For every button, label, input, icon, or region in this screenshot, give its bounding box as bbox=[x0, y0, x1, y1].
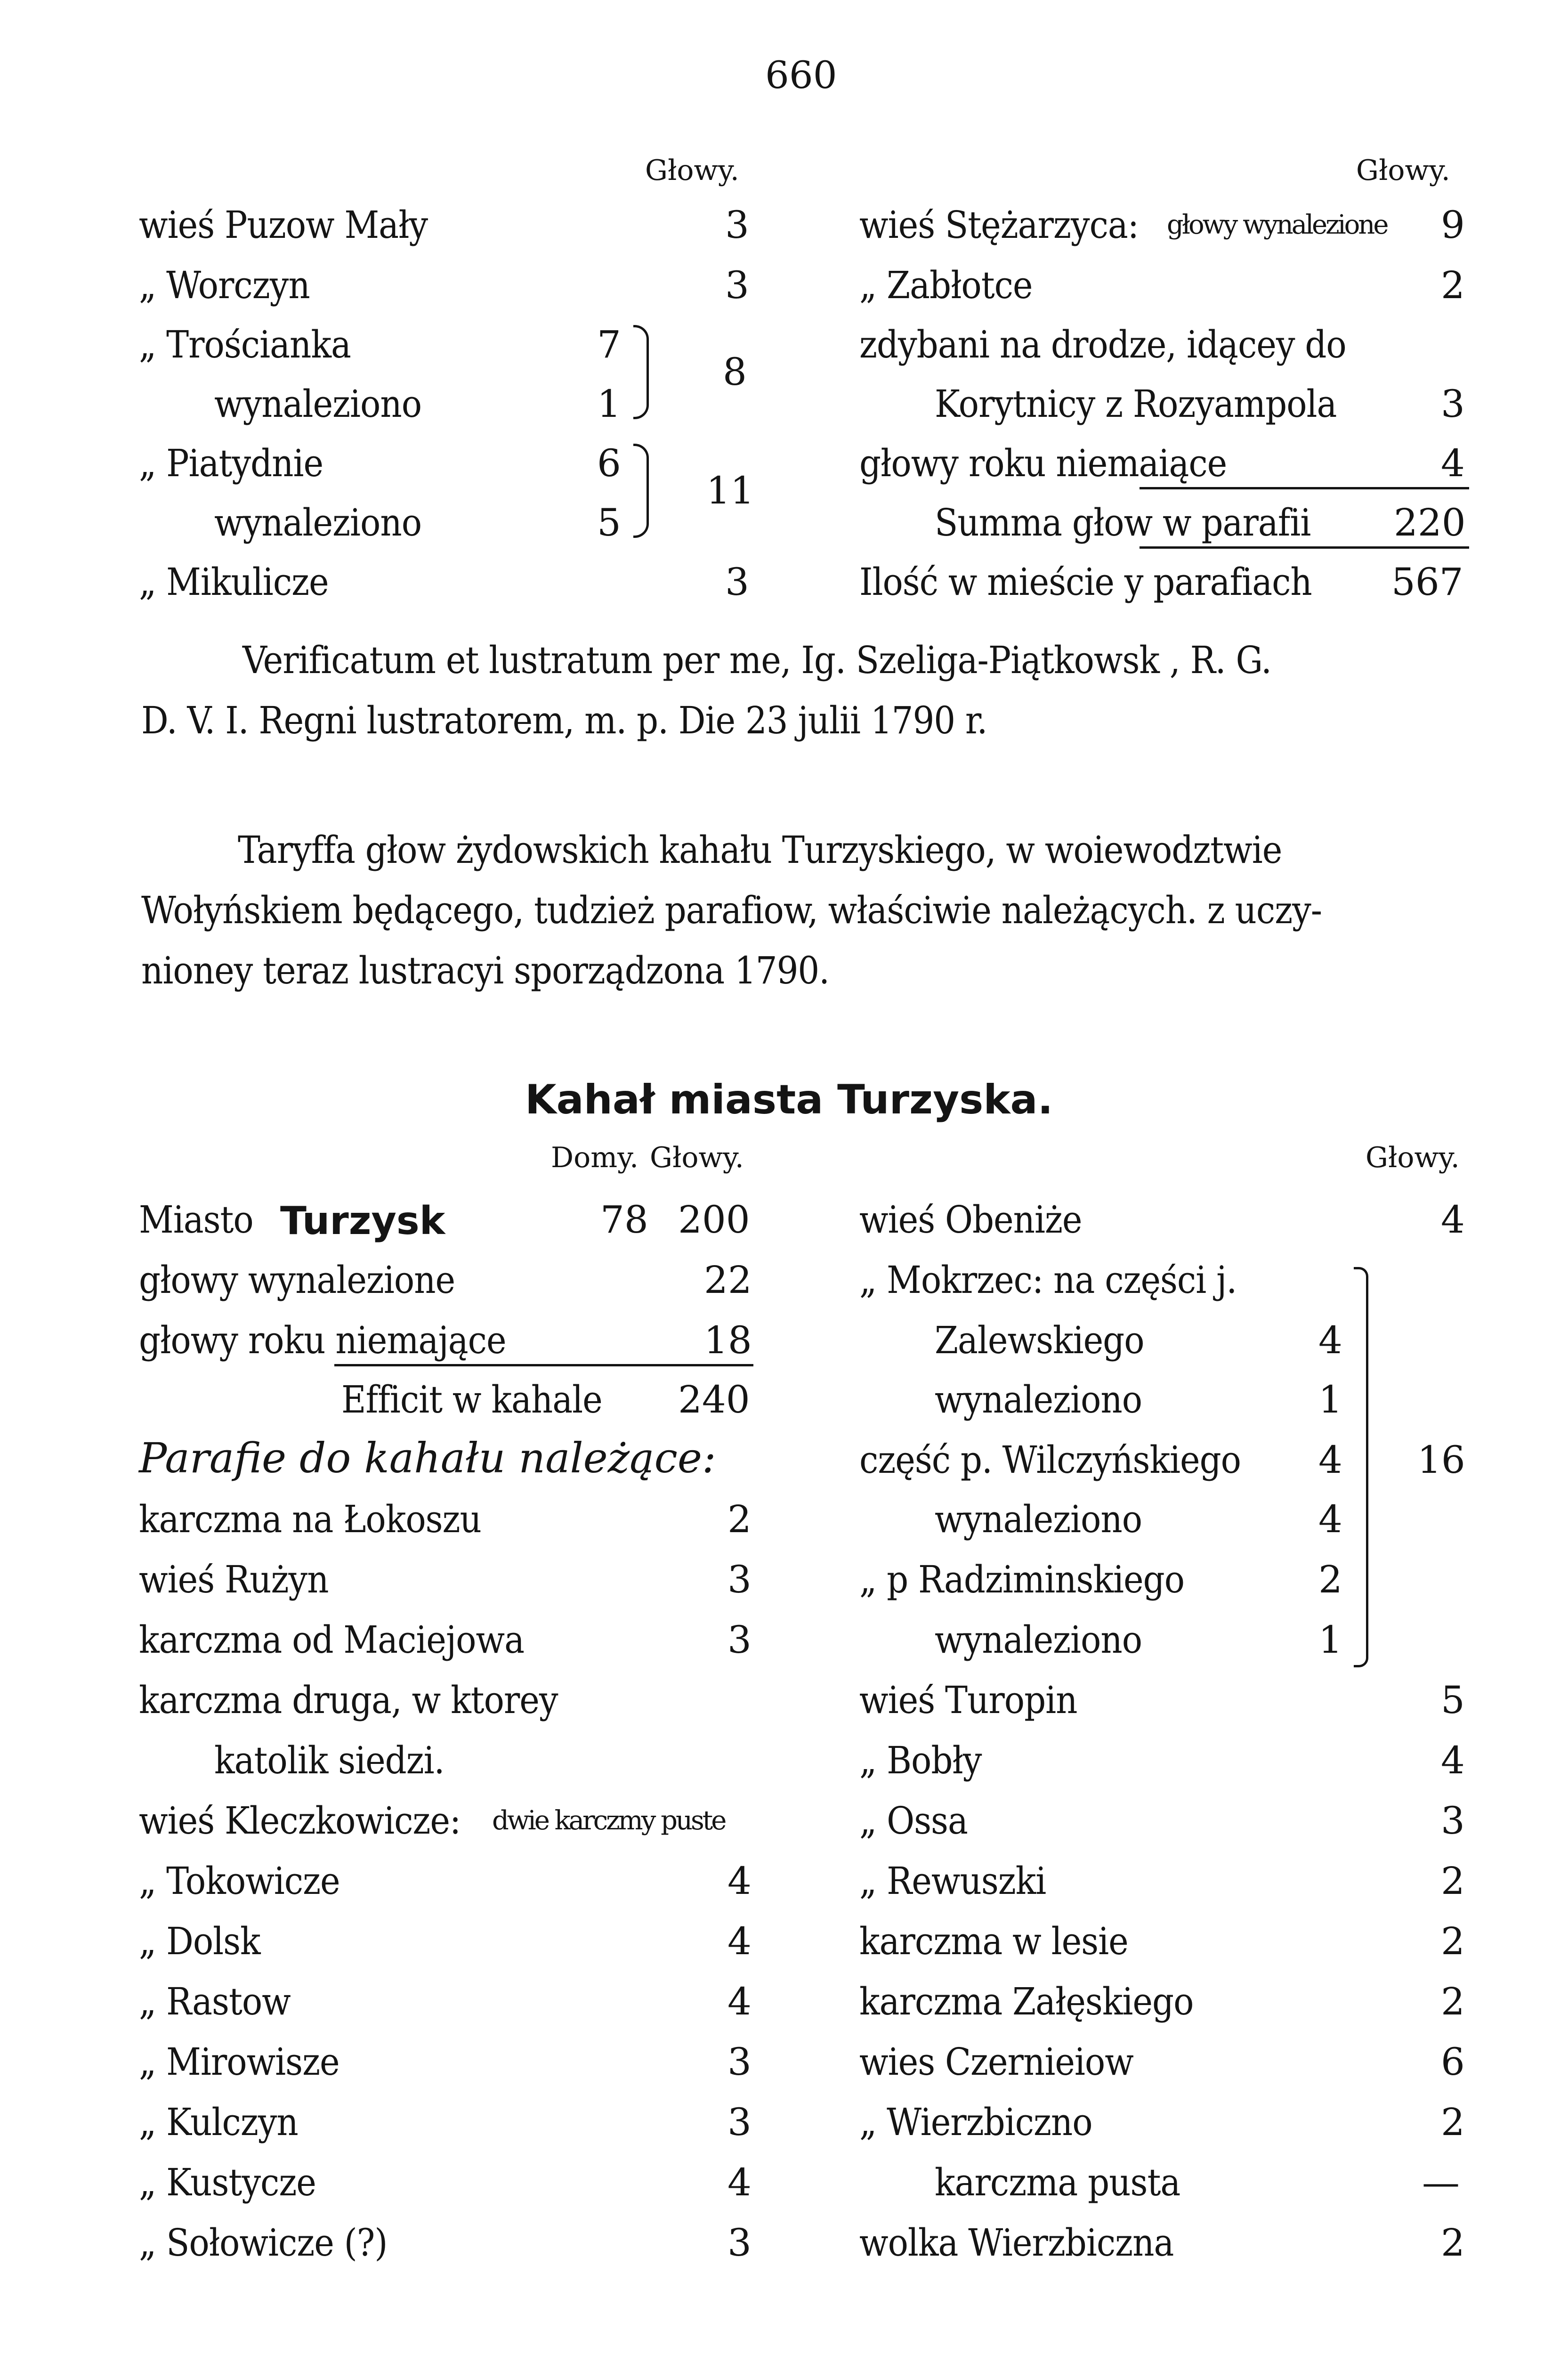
header-glowy-right: Głowy. bbox=[1366, 1141, 1460, 1174]
value-kulczyn: 3 bbox=[727, 2100, 752, 2144]
total-value: 240 bbox=[678, 1378, 750, 1421]
entry-karczma-druga: karczma druga, w ktorey bbox=[139, 1678, 558, 1722]
entry-kustycze: „ Kustycze bbox=[139, 2160, 316, 2204]
sub-wilczynskiego-found: 4 bbox=[1318, 1497, 1342, 1541]
entry-tokowicze: „ Tokowicze bbox=[139, 1859, 340, 1903]
entry-zalewskiego: Zalewskiego bbox=[935, 1318, 1144, 1362]
value-czernieiow: 6 bbox=[1441, 2040, 1465, 2084]
parishes-heading: Parafie do kahału należące: bbox=[139, 1434, 716, 1482]
found-heads-value: 22 bbox=[704, 1258, 752, 1302]
entry-wierzbiczno: „ Wierzbiczno bbox=[859, 2100, 1092, 2144]
value-karczma-lesie: 2 bbox=[1441, 1919, 1465, 1963]
entry-puzow: wieś Puzow Mały bbox=[139, 203, 428, 247]
sub-troscianka: 7 bbox=[597, 323, 621, 366]
entry-wilczynskiego: część p. Wilczyńskiego bbox=[859, 1438, 1241, 1482]
total-mokrzec: 16 bbox=[1417, 1438, 1465, 1482]
brace-mokrzec bbox=[1354, 1267, 1368, 1667]
entry-karczma-pusta: karczma pusta bbox=[935, 2160, 1180, 2204]
value-rewuszki: 2 bbox=[1441, 1859, 1465, 1903]
entry-radziminskiego: „ p Radziminskiego bbox=[859, 1558, 1185, 1601]
entry-dolsk: „ Dolsk bbox=[139, 1919, 260, 1963]
value-wierzbiczno: 2 bbox=[1441, 2100, 1465, 2144]
entry-obenize: wieś Obeniże bbox=[859, 1198, 1082, 1242]
value-underage-top: 4 bbox=[1441, 441, 1465, 485]
value-karczma-pusta: — bbox=[1422, 2160, 1460, 2204]
value-mirowisze: 3 bbox=[727, 2040, 752, 2084]
value-zablotce: 2 bbox=[1441, 263, 1465, 307]
brace-piatydnie bbox=[633, 444, 649, 538]
entry-piatydnie: „ Piatydnie bbox=[139, 441, 323, 485]
town-name: Turzysk bbox=[280, 1199, 445, 1243]
entry-stezarzyca: wieś Stężarzyca: bbox=[859, 203, 1139, 247]
entry-karczma-lesie: karczma w lesie bbox=[859, 1919, 1128, 1963]
town-label: Miasto bbox=[139, 1198, 253, 1242]
entry-radziminskiego-found: wynaleziono bbox=[935, 1618, 1142, 1662]
town-heads: 200 bbox=[678, 1198, 750, 1242]
entry-zablotce: „ Zabłotce bbox=[859, 263, 1033, 307]
entry-katolik: katolik siedzi. bbox=[214, 1738, 445, 1782]
entry-lokosz: karczma na Łokoszu bbox=[139, 1497, 481, 1541]
entry-troscianka-found: wynaleziono bbox=[214, 382, 422, 426]
value-puzow: 3 bbox=[725, 203, 749, 247]
total-label: Efficit w kahale bbox=[341, 1378, 602, 1421]
value-wolka: 2 bbox=[1441, 2221, 1465, 2265]
entry-worczyn: „ Worczyn bbox=[139, 263, 310, 307]
sub-piatydnie-found: 5 bbox=[597, 501, 621, 544]
entry-zdybani: zdybani na drodze, idącey do bbox=[859, 323, 1346, 366]
value-obenize: 4 bbox=[1441, 1198, 1465, 1242]
intro-line-3: nioney teraz lustracyi sporządzona 1790. bbox=[141, 949, 829, 992]
entry-underage-top: głowy roku niemaiące bbox=[859, 441, 1227, 485]
value-summa: 220 bbox=[1394, 501, 1466, 544]
value-lokosz: 2 bbox=[727, 1497, 752, 1541]
rule-sum-top bbox=[1140, 487, 1469, 489]
value-tokowicze: 4 bbox=[727, 1859, 752, 1903]
note-stezarzyca: głowy wynalezione bbox=[1167, 210, 1387, 240]
right-column-header: Głowy. bbox=[1356, 154, 1450, 187]
entry-kulczyn: „ Kulczyn bbox=[139, 2100, 298, 2144]
rule-efficit bbox=[334, 1364, 753, 1366]
left-column-header: Głowy. bbox=[645, 154, 739, 187]
entry-troscianka: „ Trościanka bbox=[139, 323, 351, 366]
intro-line-1: Taryffa głow żydowskich kahału Turzyskiego, w woiewodztwie bbox=[238, 828, 1282, 872]
value-ilosc: 567 bbox=[1391, 560, 1463, 604]
entry-karczma-zaleskiego: karczma Załęskiego bbox=[859, 1980, 1194, 2023]
total-piatydnie: 11 bbox=[706, 469, 754, 512]
entry-summa: Summa głow w parafii bbox=[935, 501, 1311, 544]
entry-solowicze: „ Sołowicze (?) bbox=[139, 2221, 388, 2265]
entry-zalewskiego-found: wynaleziono bbox=[935, 1378, 1142, 1421]
value-kustycze: 4 bbox=[727, 2160, 752, 2204]
entry-bobly: „ Bobły bbox=[859, 1738, 982, 1782]
sub-wilczynskiego: 4 bbox=[1318, 1438, 1342, 1482]
sub-radziminskiego: 2 bbox=[1318, 1558, 1342, 1601]
entry-czernieiow: wies Czernieiow bbox=[859, 2040, 1133, 2084]
rule-summa bbox=[1140, 546, 1469, 549]
found-heads-label: głowy wynalezione bbox=[139, 1258, 455, 1302]
entry-mirowisze: „ Mirowisze bbox=[139, 2040, 339, 2084]
value-worczyn: 3 bbox=[725, 263, 749, 307]
underage-value: 18 bbox=[704, 1318, 752, 1362]
entry-rewuszki: „ Rewuszki bbox=[859, 1859, 1046, 1903]
total-troscianka: 8 bbox=[723, 350, 747, 394]
entry-korytnicy: Korytnicy z Rozyampola bbox=[935, 382, 1337, 426]
sub-troscianka-found: 1 bbox=[597, 382, 621, 426]
intro-line-2: Wołyńskiem będącego, tudzież parafiow, właściwie należących. z uczy- bbox=[141, 888, 1322, 932]
note-kleczkowicze: dwie karczmy puste bbox=[492, 1805, 725, 1836]
verification-line-1: Verificatum et lustratum per me, Ig. Szeliga-Piątkowsk , R. G. bbox=[242, 638, 1271, 682]
page-number: 660 bbox=[765, 53, 837, 97]
value-stezarzyca: 9 bbox=[1441, 203, 1465, 247]
entry-maciejow: karczma od Maciejowa bbox=[139, 1618, 524, 1662]
section-title: Kahał miasta Turzyska. bbox=[525, 1076, 1053, 1123]
value-maciejow: 3 bbox=[727, 1618, 752, 1662]
value-bobly: 4 bbox=[1441, 1738, 1465, 1782]
value-mikulicze: 3 bbox=[725, 560, 749, 604]
sub-radziminskiego-found: 1 bbox=[1318, 1618, 1342, 1662]
sub-zalewskiego-found: 1 bbox=[1318, 1378, 1342, 1421]
entry-ruzyn: wieś Rużyn bbox=[139, 1558, 329, 1601]
town-houses: 78 bbox=[600, 1198, 648, 1242]
value-korytnicy: 3 bbox=[1441, 382, 1465, 426]
verification-line-2: D. V. I. Regni lustratorem, m. p. Die 23 julii 1790 r. bbox=[141, 698, 987, 742]
entry-mikulicze: „ Mikulicze bbox=[139, 560, 329, 604]
value-turopin: 5 bbox=[1441, 1678, 1465, 1722]
entry-turopin: wieś Turopin bbox=[859, 1678, 1077, 1722]
value-ruzyn: 3 bbox=[727, 1558, 752, 1601]
header-glowy-left: Głowy. bbox=[650, 1141, 744, 1174]
entry-rastow: „ Rastow bbox=[139, 1980, 291, 2023]
value-ossa: 3 bbox=[1441, 1799, 1465, 1843]
brace-troscianka bbox=[633, 325, 649, 419]
underage-label: głowy roku niemające bbox=[139, 1318, 506, 1362]
value-rastow: 4 bbox=[727, 1980, 752, 2023]
sub-piatydnie: 6 bbox=[597, 441, 621, 485]
entry-ossa: „ Ossa bbox=[859, 1799, 968, 1843]
value-dolsk: 4 bbox=[727, 1919, 752, 1963]
entry-wilczynskiego-found: wynaleziono bbox=[935, 1497, 1142, 1541]
entry-kleczkowicze: wieś Kleczkowicze: bbox=[139, 1799, 461, 1843]
entry-wolka: wolka Wierzbiczna bbox=[859, 2221, 1174, 2265]
value-solowicze: 3 bbox=[727, 2221, 752, 2265]
value-karczma-zaleskiego: 2 bbox=[1441, 1980, 1465, 2023]
header-domy: Domy. bbox=[551, 1141, 639, 1174]
entry-ilosc: Ilość w mieście y parafiach bbox=[859, 560, 1312, 604]
sub-zalewskiego: 4 bbox=[1318, 1318, 1342, 1362]
entry-piatydnie-found: wynaleziono bbox=[214, 501, 422, 544]
entry-mokrzec: „ Mokrzec: na części j. bbox=[859, 1258, 1237, 1302]
